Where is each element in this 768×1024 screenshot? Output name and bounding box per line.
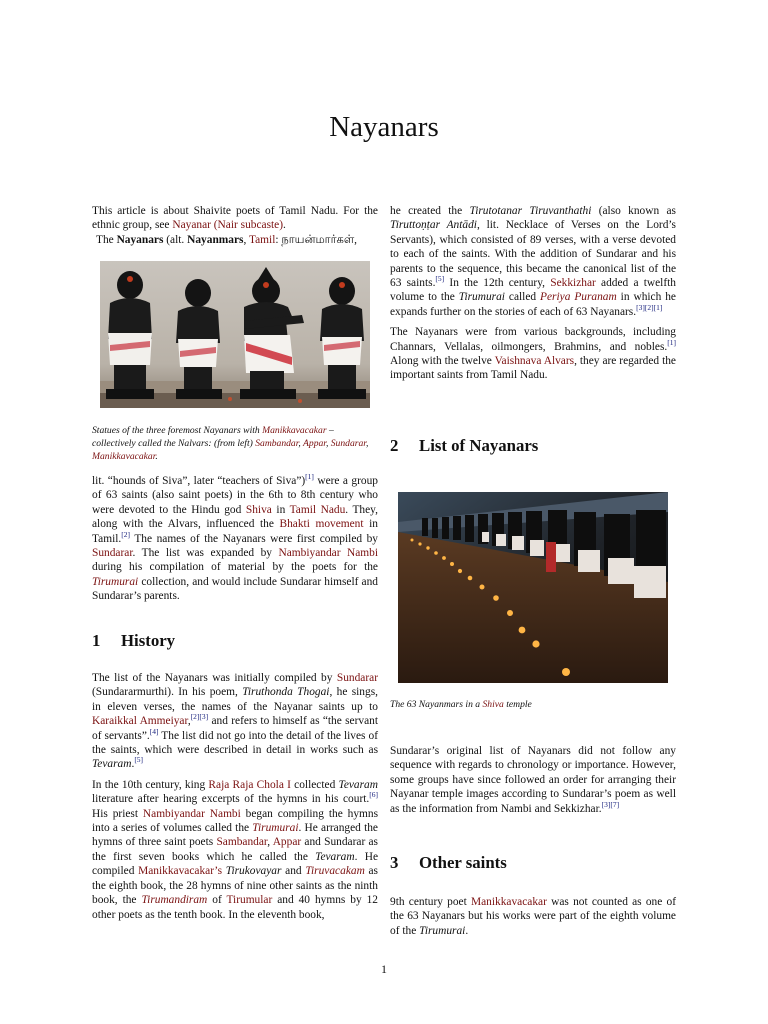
caption-text: . [155,451,158,462]
other-saints-paragraph [390,895,676,938]
section-number: 2 [390,436,399,455]
text: added a twelfth volume to the [390,277,677,304]
tamil-link[interactable]: Tamil [248,233,276,246]
text: called [504,291,541,304]
text: was not counted as one of the 63 Nayanars but his works were part of the eighth volume of the [390,896,676,937]
citation-ref[interactable]: [3][2][1] [636,303,663,313]
text: The list did not go into the detail of the lives of the saints, which were described in detail in works such as [92,729,378,757]
text: In the 12th century, [444,277,551,290]
bhakti-movement-link[interactable]: Bhakti movement [279,518,364,531]
tiruvacakam-link[interactable]: Tiruvacakam [305,865,365,878]
manikkavacakar-link[interactable]: Manikkavacakar’s [138,865,223,878]
figure-nalvars-caption [92,424,378,463]
text: . He arranged the hymns of three saint poets [92,822,378,849]
nayanar-nair-link[interactable]: Nayanar (Nair subcaste) [172,219,284,232]
text: in Tamil. [92,518,378,545]
history-paragraph-4 [390,325,676,383]
text: began compiling the hymns into a series of volumes called the [92,807,379,835]
section-number: 1 [92,631,101,650]
text: he created the [390,205,470,217]
tirumular-link[interactable]: Tirumular [226,894,273,907]
sekkizhar-link[interactable]: Sekkizhar [550,277,596,290]
list-section-body [390,744,676,816]
text: Sundarar’s original list of Nayanars did not follow any sequence with regards to chronology or importance. However, some groups have since followed an order for arranging their Nayanar temple images according to Sundarar’s poem as well as the information from Nambi and Sekkizhar. [390,745,676,815]
manikkavacakar-link[interactable]: Manikkavacakar [471,896,547,908]
citation-ref[interactable]: [3][7] [601,799,620,809]
text: . [465,924,469,937]
text: (also known as [591,205,676,217]
figure-nalvars-statues[interactable] [100,261,370,408]
lead-text: (alt. [163,233,188,246]
tiruttontar-antadi-title: Tiruttoṇṭar Antādi [390,219,477,232]
tamil-nadu-link[interactable]: Tamil Nadu [289,503,346,516]
text: and [281,865,306,878]
citation-ref[interactable]: [2][3] [190,712,209,722]
section-number: 3 [390,853,399,872]
text: Along with the twelve [390,355,495,368]
history-paragraph-3 [390,204,676,319]
text: lit. “hounds of Siva”, later “teachers of Siva”) [92,475,306,487]
section-title: History [121,631,176,650]
text: The names of the Nayanars were first compiled by [130,532,378,545]
section-title: Other saints [419,853,507,872]
citation-ref[interactable]: [5] [435,274,445,284]
lead-tamil-script: : நாயன்மார்கள், [275,233,357,246]
manikkavacakar-link[interactable]: Manikkavacakar [262,425,327,436]
history-paragraph-1 [92,671,378,772]
page-title: Nayanars [329,111,439,143]
text: and refers to himself as “the servant of servants”. [92,715,378,742]
text: . [131,758,135,771]
sundarar-link[interactable]: Sundarar [330,438,366,449]
section-list-heading [390,436,539,455]
citation-ref[interactable]: [1] [667,337,676,347]
lead-term-nayanars: Nayanars [116,233,164,246]
nambiyandar-nambi-link[interactable]: Nambiyandar Nambi [142,807,241,820]
page-number: 1 [381,962,387,976]
tirumurai-title: Tirumurai [419,924,466,937]
vaishnava-alvars-link[interactable]: Vaishnava Alvars [494,355,575,368]
tevaram-title: Tevaram [92,758,132,771]
appar-link[interactable]: Appar [303,438,326,449]
sambandar-link[interactable]: Sambandar [255,438,299,449]
karaikkal-ammeiyar-link[interactable]: Karaikkal Ammeiyar [92,715,188,728]
tirumurai-link[interactable]: Tirumurai [252,822,299,835]
text: and Sundarar as the first seven books which he called the [92,836,378,863]
shiva-link[interactable]: Shiva [482,699,504,710]
text: , he sings, in eleven verses, the names of the Nayanar saints up to [92,686,378,713]
citation-ref[interactable]: [1] [305,472,314,482]
hatnote [92,204,378,233]
text: collection, and would include Sundarar himself and Sundarar’s parents. [92,575,378,603]
text: In the 10th century, king [92,778,209,791]
history-paragraph-2 [92,778,378,922]
text: , they are regarded the important saints from Tamil Nadu. [390,355,676,382]
text: . He compiled [92,850,378,878]
shiva-link[interactable]: Shiva [245,503,272,516]
caption-text: , [365,438,369,449]
section-history-heading [92,631,176,650]
nambiyandar-nambi-link[interactable]: Nambiyandar Nambi [278,547,378,560]
left-column [92,204,378,247]
tirukovayar-title: Tirukovayar [225,865,282,878]
text: The Nayanars were from various backgrounds, including Channars, Vellalas, oilmongers, Brahmins, and nobles. [390,326,676,353]
text: , [187,715,191,728]
citation-ref[interactable]: [2] [121,529,131,539]
nalvars-statues-image [100,261,370,408]
text: , lit. Necklace of Verses on the Lord’s Servants), which consisted of 89 verses, with a verse devoted to each of the saints. With the addition of Sundarar and his parents to the sequence, this became the canonical list of the 63 saints. [390,219,676,290]
caption-text: – collectively called the Nalvars: (from left) [92,425,334,449]
caption-text: Statues of the three foremost Nayanars with [92,425,263,436]
text: were a group of 63 saints (also saint poets) in the 6th to 8th century who were devoted to the Hindu god [92,475,378,516]
list-paragraph [390,744,676,816]
text: in which he expands further on the stories of each of 63 Nayanars. [390,291,676,318]
figure-63-nayanmars[interactable] [398,492,668,683]
section-title: List of Nayanars [419,436,539,455]
text: The list of the Nayanars was initially compiled by [92,672,337,684]
text: . They, along with the Alvars, influenced the [92,503,378,531]
caption-text: The 63 Nayanmars in a [390,699,483,710]
lead-text: , [243,233,249,246]
citation-ref[interactable]: [4] [149,726,159,736]
text: 9th century poet [390,896,471,908]
caption-text: , [325,438,331,449]
figure-63-caption [390,698,676,711]
tirumurai-link[interactable]: Tirumurai [92,575,139,588]
other-saints-body [390,895,676,938]
tevaram-title: Tevaram [315,850,355,863]
lead-continued-text [92,474,378,604]
text: (Sundararmurthi). In his poem, [92,686,243,699]
lead-paragraph-start [92,233,378,247]
hatnote-text-end: . [283,219,286,232]
section-other-heading [390,853,507,872]
text: . The list was expanded by [132,547,279,560]
citation-ref[interactable]: [5] [134,755,144,765]
text: , [267,836,273,849]
sundarar-link[interactable]: Sundarar [336,672,378,684]
text: in [271,503,290,516]
periya-puranam-link[interactable]: Periya Puranam [540,291,617,304]
history-section-body [92,671,378,922]
lead-paragraph-continued [92,474,378,604]
manikkavacakar-link[interactable]: Manikkavacakar [92,451,156,462]
caption-text: , [298,438,304,449]
text: literature after hearing excerpts of the hymns in his court. [92,793,370,806]
raja-raja-chola-link[interactable]: Raja Raja Chola I [208,778,291,791]
right-column-top [390,204,676,383]
nayanmars-temple-image [398,492,668,683]
tirutotanar-title: Tirutotanar Tiruvanthathi [469,205,592,217]
appar-link[interactable]: Appar [272,836,302,849]
lead-text: The [96,233,117,246]
sundarar-link[interactable]: Sundarar [92,547,133,560]
tiruthonda-thogai-title: Tiruthonda Thogai [242,686,330,699]
text: of [207,894,227,907]
tirumurai-title: Tirumurai [458,291,505,304]
citation-ref[interactable]: [6] [369,790,378,800]
text: collected [290,778,339,791]
sambandar-link[interactable]: Sambandar [216,836,268,849]
text: and 40 hymns by 12 other poets as the tenth book. In the eleventh book, [92,894,378,921]
text: during his compilation of material by the poets for the [92,561,378,574]
tirumandiram-link[interactable]: Tirumandiram [141,894,208,907]
caption-text: temple [503,699,532,710]
text: His priest [92,807,143,820]
lead-term-nayanmars: Nayanmars [187,233,244,246]
text: as the eighth book, the 28 hymns of nine other saints as the ninth book, the [92,865,378,907]
tevaram-title: Tevaram [338,778,378,791]
hatnote-text: This article is about Shaivite poets of Tamil Nadu. For the ethnic group, see [92,205,378,232]
